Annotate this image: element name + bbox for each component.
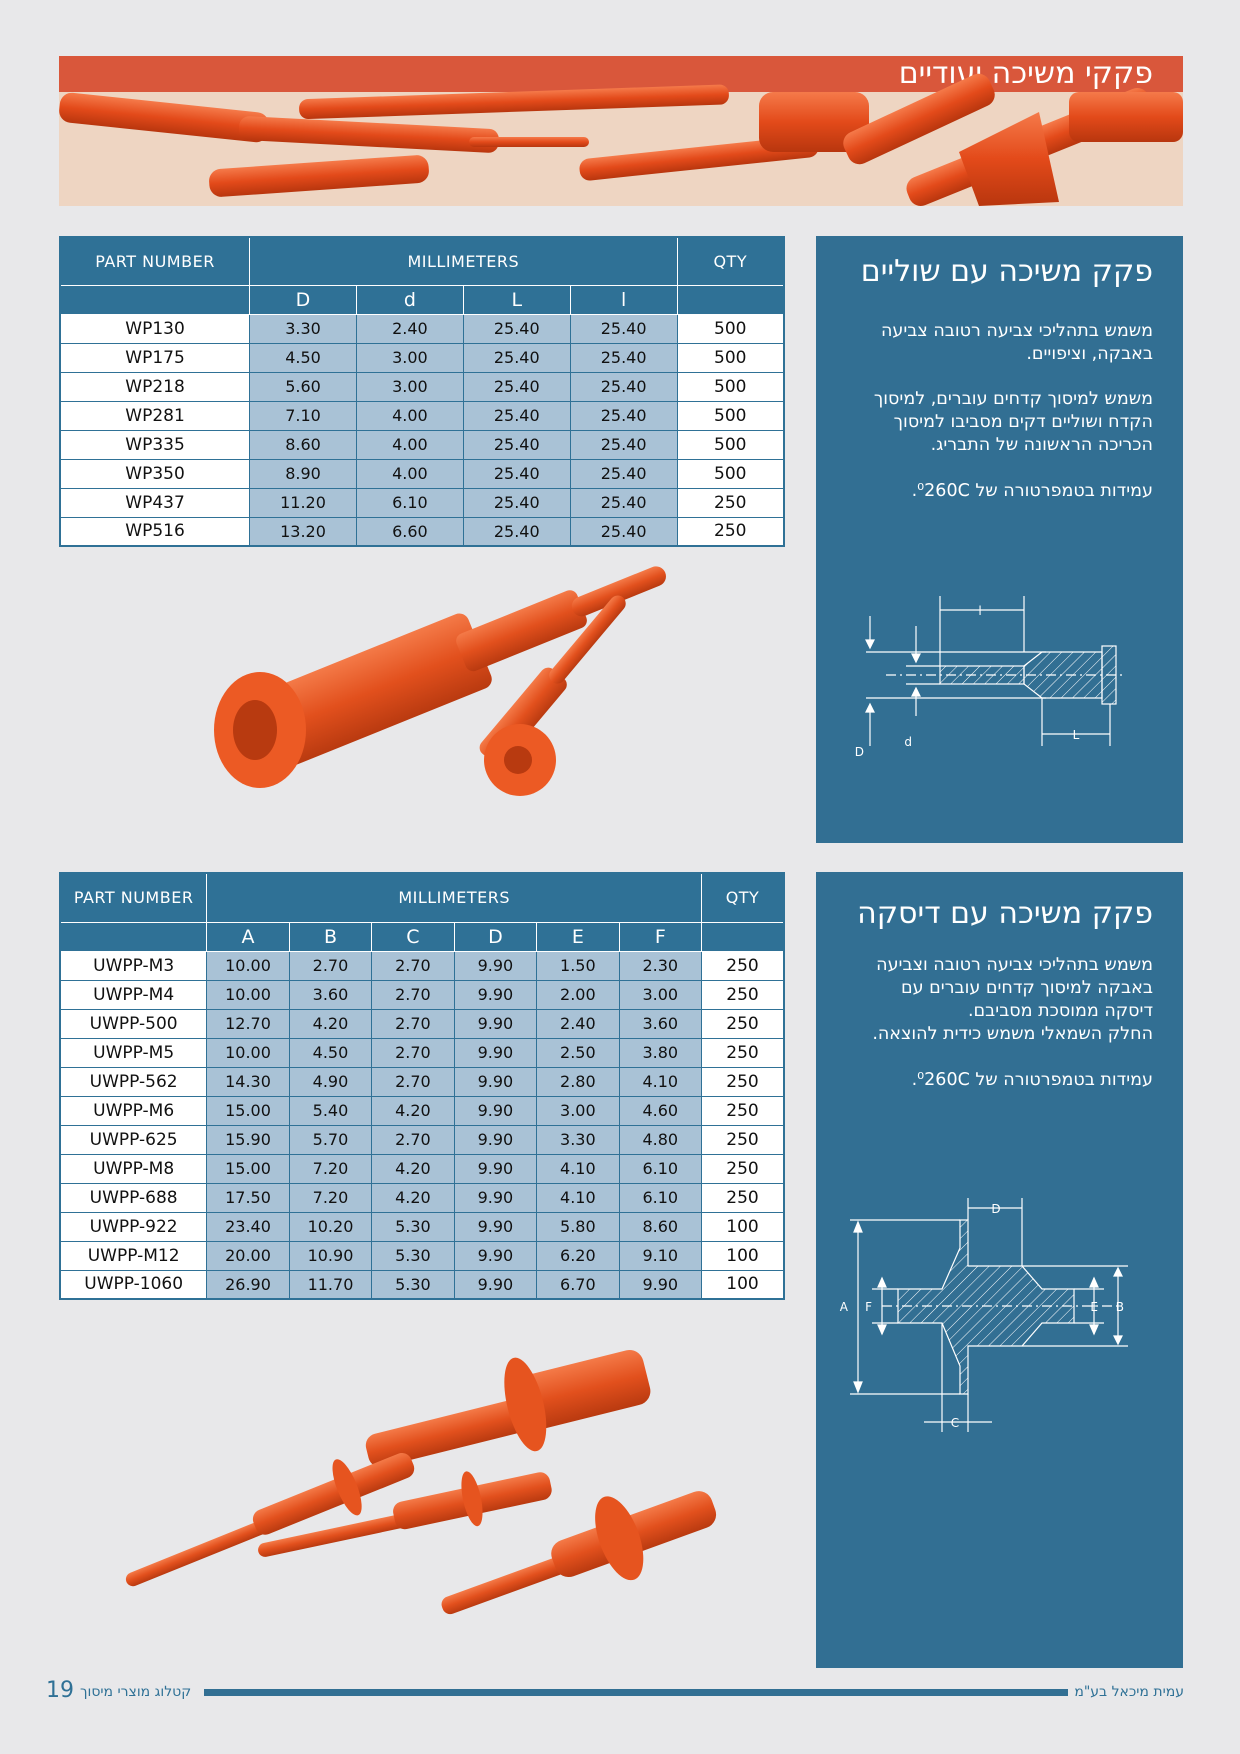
dimension-cell: 9.90 [619,1270,701,1299]
part-number-header: PART NUMBER [60,873,207,922]
dimension-cell: 4.20 [372,1096,454,1125]
dimension-cell: 8.60 [250,430,357,459]
table-row [60,488,784,517]
dimension-cell: 6.20 [537,1241,619,1270]
dimension-cell: 3.60 [619,1009,701,1038]
dimension-cell: 4.60 [619,1096,701,1125]
dimension-cell: 2.80 [537,1067,619,1096]
page-number: 19 [46,1678,74,1703]
part-number-cell: WP350 [60,459,250,488]
part-number-cell: UWPP-625 [60,1125,207,1154]
table-row [60,951,784,980]
qty-cell: 100 [702,1241,784,1270]
dimension-cell: 7.10 [250,401,357,430]
dimension-subheader: D [250,285,357,314]
dimension-cell: 11.70 [289,1270,371,1299]
dimension-cell: 5.30 [372,1212,454,1241]
dimension-cell: 12.70 [207,1009,289,1038]
temperature-rating: עמידות בטמפרטורה של ⁰260C. [911,481,1153,501]
dimension-cell: 9.90 [454,1096,536,1125]
dimension-cell: 3.30 [250,314,357,343]
dimension-cell: 3.00 [619,980,701,1009]
dimension-cell: 2.70 [289,951,371,980]
dimension-cell: 25.40 [570,314,677,343]
dim-label-A: A [839,1300,848,1314]
dimension-cell: 25.40 [570,401,677,430]
part-number-cell: UWPP-500 [60,1009,207,1038]
dimension-cell: 9.90 [454,1038,536,1067]
dim-label-C: C [950,1416,960,1430]
dimension-cell: 4.20 [289,1009,371,1038]
dim-label-d: d [904,735,912,749]
dimension-subheader: E [537,922,619,951]
table-row [60,1067,784,1096]
disc-plug-dimension-drawing [839,1198,1162,1438]
empty-subheader [60,922,207,951]
dimension-cell: 5.40 [289,1096,371,1125]
part-number-cell: UWPP-562 [60,1067,207,1096]
panel-paragraph: החלק השמאלי משמש כידית להוצאה. [872,1024,1153,1044]
dimension-cell: 9.90 [454,951,536,980]
dimension-subheader: A [207,922,289,951]
qty-cell: 100 [702,1212,784,1241]
dimension-cell: 11.20 [250,488,357,517]
dimension-cell: 25.40 [570,372,677,401]
dimension-cell: 25.40 [463,430,570,459]
page-title: פקקי משיכה יעודיים [898,56,1153,91]
dimension-cell: 2.70 [372,980,454,1009]
empty-subheader [677,285,784,314]
part-number-cell: WP218 [60,372,250,401]
qty-cell: 250 [677,488,784,517]
table-row [60,1038,784,1067]
header-banner [59,56,1183,206]
dimension-cell: 8.60 [619,1212,701,1241]
qty-cell: 250 [702,1067,784,1096]
part-number-cell: UWPP-M3 [60,951,207,980]
qty-cell: 250 [702,980,784,1009]
dimension-cell: 25.40 [463,343,570,372]
table-row [60,372,784,401]
dimension-cell: 23.40 [207,1212,289,1241]
table-row [60,430,784,459]
dim-label-l: l [978,604,982,618]
flanged-plug-dimension-drawing [846,596,1166,759]
dimension-cell: 3.60 [289,980,371,1009]
dimension-cell: 20.00 [207,1241,289,1270]
panel-paragraph: משמש למיסוך קדחים עוברים, למיסוך הקדח ושוליים דקים מסביבו למיסוך הכריכה הראשונה של התבריג. [873,389,1153,455]
table-row [60,1241,784,1270]
dimension-cell: 2.70 [372,1038,454,1067]
dimension-cell: 3.80 [619,1038,701,1067]
dimension-cell: 14.30 [207,1067,289,1096]
qty-cell: 250 [702,951,784,980]
dimension-cell: 9.90 [454,1067,536,1096]
table-row [60,1009,784,1038]
dimension-cell: 26.90 [207,1270,289,1299]
dimension-cell: 5.70 [289,1125,371,1154]
dimension-cell: 2.50 [537,1038,619,1067]
dimension-cell: 4.00 [356,401,463,430]
table-row [60,1270,784,1299]
table-row [60,401,784,430]
part-number-cell: WP516 [60,517,250,546]
dimension-cell: 4.10 [537,1183,619,1212]
dimension-cell: 6.70 [537,1270,619,1299]
footer-company-name: עמית מיכאל בע"מ [1074,1684,1184,1700]
part-number-cell: UWPP-688 [60,1183,207,1212]
dimension-cell: 10.00 [207,980,289,1009]
dimension-cell: 10.00 [207,1038,289,1067]
dimension-cell: 4.20 [372,1154,454,1183]
dimension-cell: 4.80 [619,1125,701,1154]
dimension-subheader: l [570,285,677,314]
part-number-cell: WP335 [60,430,250,459]
dimension-cell: 17.50 [207,1183,289,1212]
qty-cell: 250 [702,1038,784,1067]
part-number-cell: WP437 [60,488,250,517]
qty-cell: 100 [702,1270,784,1299]
dimension-cell: 2.00 [537,980,619,1009]
table-row [60,343,784,372]
dim-label-D: D [854,745,864,759]
banner-photo [59,92,1183,206]
qty-header: QTY [677,237,784,285]
part-number-cell: WP281 [60,401,250,430]
dimension-cell: 25.40 [463,488,570,517]
dimension-subheader: C [372,922,454,951]
part-number-cell: UWPP-1060 [60,1270,207,1299]
part-number-cell: UWPP-M4 [60,980,207,1009]
disc-plugs-photo [70,1350,790,1600]
panel-title: פקק משיכה עם דיסקה [857,896,1153,931]
dimension-cell: 6.60 [356,517,463,546]
dimension-cell: 15.90 [207,1125,289,1154]
part-number-cell: UWPP-M12 [60,1241,207,1270]
temperature-rating: עמידות בטמפרטורה של ⁰260C. [911,1070,1153,1090]
part-number-cell: UWPP-M8 [60,1154,207,1183]
dimension-cell: 25.40 [463,459,570,488]
dimension-cell: 5.80 [537,1212,619,1241]
table-row [60,980,784,1009]
dimension-subheader: F [619,922,701,951]
qty-cell: 250 [702,1125,784,1154]
dimension-cell: 25.40 [570,459,677,488]
dimension-cell: 9.90 [454,1270,536,1299]
footer-divider [204,1689,1068,1696]
dimension-cell: 4.10 [537,1154,619,1183]
qty-cell: 500 [677,314,784,343]
dimension-cell: 8.90 [250,459,357,488]
dimension-cell: 3.00 [537,1096,619,1125]
dimension-cell: 4.50 [289,1038,371,1067]
panel-title: פקק משיכה עם שוליים [860,254,1153,289]
dimension-cell: 5.60 [250,372,357,401]
dimension-cell: 2.70 [372,951,454,980]
dimension-cell: 2.70 [372,1067,454,1096]
dimension-cell: 2.30 [619,951,701,980]
dimension-cell: 4.20 [372,1183,454,1212]
dimension-subheader: D [454,922,536,951]
flanged-plug-info-panel [816,236,1183,843]
dimension-cell: 7.20 [289,1183,371,1212]
wp-spec-table [59,236,785,547]
dimension-cell: 1.50 [537,951,619,980]
empty-subheader [60,285,250,314]
millimeters-header: MILLIMETERS [207,873,702,922]
dim-label-F: F [865,1300,872,1314]
qty-cell: 500 [677,343,784,372]
uwpp-spec-table [59,872,785,1300]
qty-cell: 500 [677,401,784,430]
banner-plugs-illustration [59,92,1183,206]
qty-cell: 250 [702,1096,784,1125]
dimension-cell: 9.10 [619,1241,701,1270]
panel-paragraph: משמש בתהליכי צביעה רטובה צביעה באבקה, וציפויים. [880,321,1153,364]
dimension-cell: 25.40 [463,314,570,343]
dimension-cell: 15.00 [207,1096,289,1125]
dimension-cell: 25.40 [570,430,677,459]
part-number-cell: WP130 [60,314,250,343]
dimension-cell: 4.10 [619,1067,701,1096]
dimension-cell: 13.20 [250,517,357,546]
dimension-cell: 25.40 [463,517,570,546]
qty-header: QTY [702,873,784,922]
dimension-cell: 9.90 [454,1212,536,1241]
disc-plug-info-panel [816,872,1183,1668]
empty-subheader [702,922,784,951]
part-number-header: PART NUMBER [60,237,250,285]
dimension-cell: 9.90 [454,980,536,1009]
part-number-cell: UWPP-M5 [60,1038,207,1067]
dimension-cell: 2.70 [372,1009,454,1038]
dimension-subheader: B [289,922,371,951]
dimension-cell: 25.40 [463,372,570,401]
dim-label-B: B [1115,1300,1124,1314]
dimension-cell: 2.40 [537,1009,619,1038]
dimension-cell: 3.00 [356,372,463,401]
dimension-cell: 7.20 [289,1154,371,1183]
dimension-cell: 10.00 [207,951,289,980]
qty-cell: 250 [702,1009,784,1038]
qty-cell: 250 [702,1154,784,1183]
dimension-cell: 5.30 [372,1270,454,1299]
flanged-plugs-photo [200,590,670,810]
dimension-cell: 5.30 [372,1241,454,1270]
part-number-cell: UWPP-M6 [60,1096,207,1125]
table-row [60,1154,784,1183]
dimension-subheader: d [356,285,463,314]
dimension-cell: 6.10 [356,488,463,517]
dimension-cell: 10.20 [289,1212,371,1241]
dimension-cell: 4.90 [289,1067,371,1096]
dimension-cell: 9.90 [454,1241,536,1270]
table-row [60,314,784,343]
qty-cell: 250 [677,517,784,546]
dimension-cell: 9.90 [454,1183,536,1212]
dimension-cell: 25.40 [570,343,677,372]
table-row [60,459,784,488]
table-row [60,1125,784,1154]
qty-cell: 500 [677,430,784,459]
table-row [60,1183,784,1212]
dimension-cell: 9.90 [454,1154,536,1183]
dim-label-L: L [1072,728,1080,742]
banner-title-bar [59,56,1183,92]
dimension-cell: 9.90 [454,1009,536,1038]
dim-label-E: E [1090,1300,1098,1314]
dimension-cell: 4.00 [356,430,463,459]
qty-cell: 250 [702,1183,784,1212]
dimension-cell: 6.10 [619,1154,701,1183]
dimension-subheader: L [463,285,570,314]
qty-cell: 500 [677,459,784,488]
dimension-cell: 9.90 [454,1125,536,1154]
dimension-cell: 2.70 [372,1125,454,1154]
dimension-cell: 3.00 [356,343,463,372]
dimension-cell: 25.40 [570,488,677,517]
dimension-cell: 15.00 [207,1154,289,1183]
dimension-cell: 4.50 [250,343,357,372]
part-number-cell: UWPP-922 [60,1212,207,1241]
qty-cell: 500 [677,372,784,401]
panel-paragraph: משמש בתהליכי צביעה רטובה וצביעה באבקה למיסוך קדחים עוברים עם דיסקה ממוסכת מסביבם. [876,955,1153,1021]
dimension-cell: 2.40 [356,314,463,343]
dimension-cell: 10.90 [289,1241,371,1270]
dimension-cell: 3.30 [537,1125,619,1154]
part-number-cell: WP175 [60,343,250,372]
dimension-cell: 6.10 [619,1183,701,1212]
dimension-cell: 4.00 [356,459,463,488]
dimension-cell: 25.40 [463,401,570,430]
dim-label-D: D [991,1202,1001,1216]
footer-catalog-name: קטלוג מוצרי מיסוך [80,1684,192,1700]
table-row [60,1096,784,1125]
millimeters-header: MILLIMETERS [250,237,678,285]
table-row [60,1212,784,1241]
table-row [60,517,784,546]
dimension-cell: 25.40 [570,517,677,546]
